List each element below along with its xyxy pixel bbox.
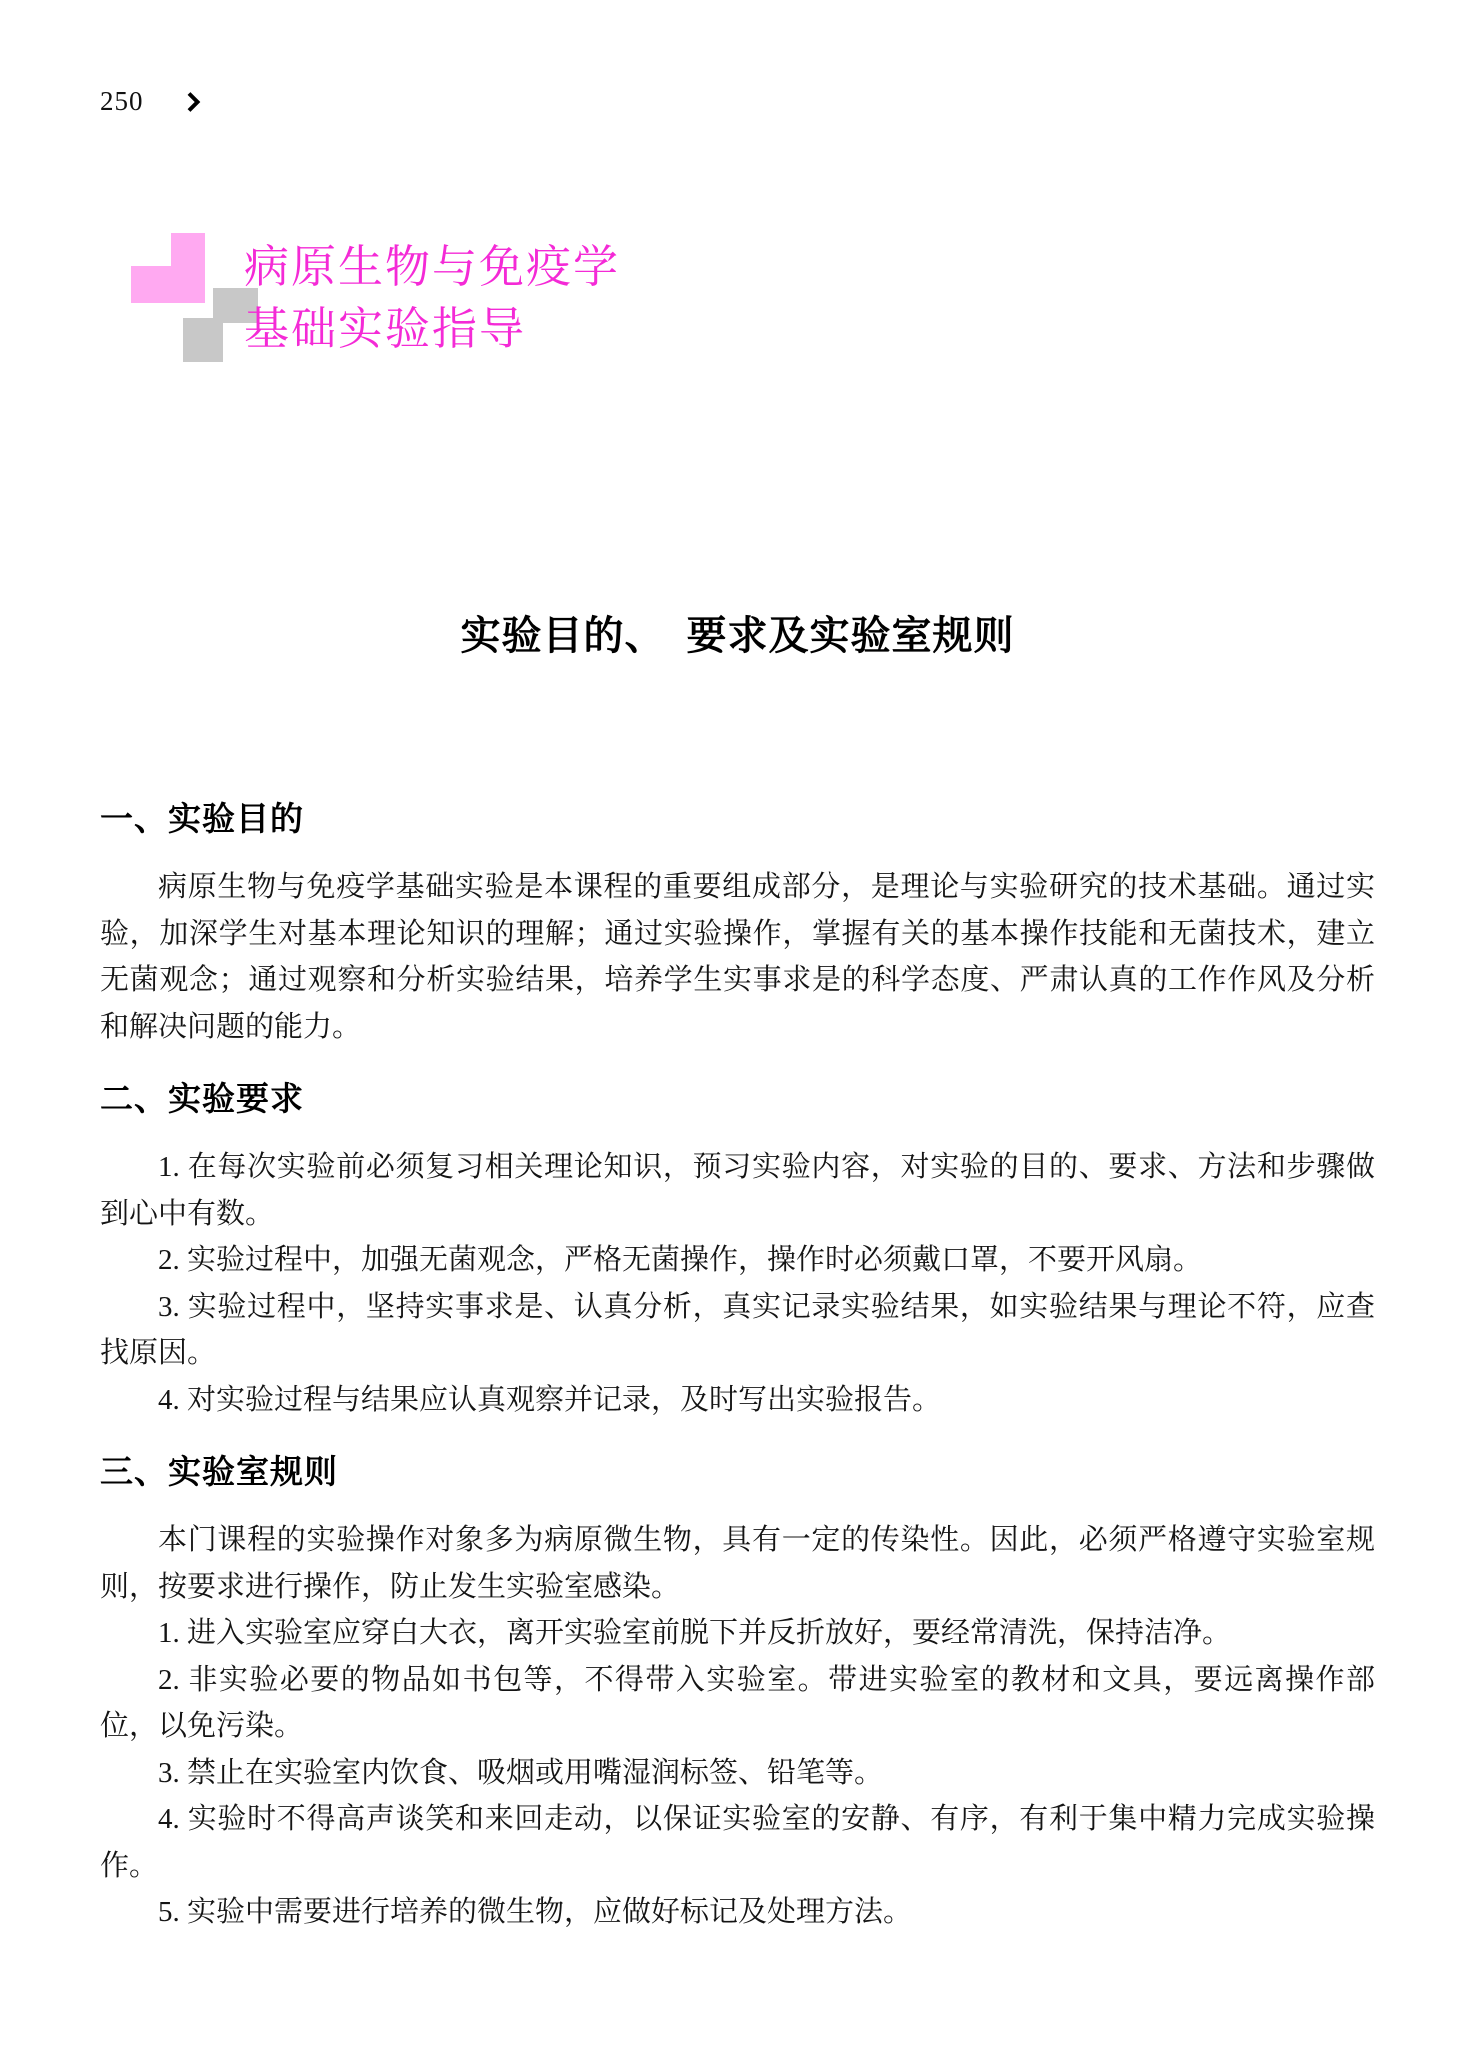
page-title: 实验目的、 要求及实验室规则 <box>460 614 1015 658</box>
section-heading: 二、实验要求 <box>100 1080 304 1117</box>
list-item: 3. 实验过程中，坚持实事求是、认真分析，真实记录实验结果，如实验结果与理论不符，应查找原因。 <box>100 1290 1375 1369</box>
section-experiment-requirements <box>100 1076 1375 1423</box>
list-item: 1. 进入实验室应穿白大衣，离开实验室前脱下并反折放好，要经常清洗，保持洁净。 <box>158 1617 1232 1649</box>
list-item: 1. 在每次实验前必须复习相关理论知识，预习实验内容，对实验的目的、要求、方法和步骤做到心中有数。 <box>100 1151 1375 1230</box>
page-number: 250 <box>100 86 144 116</box>
list-item: 5. 实验中需要进行培养的微生物，应做好标记及处理方法。 <box>158 1896 913 1928</box>
section-lab-rules <box>100 1449 1375 1936</box>
section-experiment-purpose <box>100 796 1375 1050</box>
list-item: 4. 对实验过程与结果应认真观察并记录，及时写出实验报告。 <box>158 1383 942 1416</box>
list-item: 2. 非实验必要的物品如书包等，不得带入实验室。带进实验室的教材和文具，要远离操作部位，以免污染。 <box>100 1663 1375 1742</box>
section-body <box>100 1144 1375 1423</box>
logo-title-line1: 病原生物与免疫学 <box>244 241 621 292</box>
section-heading: 三、实验室规则 <box>100 1453 338 1490</box>
list-item: 3. 禁止在实验室内饮食、吸烟或用嘴湿润标签、铅笔等。 <box>158 1756 884 1789</box>
list-item: 2. 实验过程中，加强无菌观念，严格无菌操作，操作时必须戴口罩，不要开风扇。 <box>158 1244 1203 1276</box>
section-heading: 一、实验目的 <box>100 800 304 837</box>
section-body <box>100 1517 1375 1936</box>
paragraph: 本门课程的实验操作对象多为病原微生物，具有一定的传染性。因此，必须严格遵守实验室规则，按要求进行操作，防止发生实验室感染。 <box>100 1524 1375 1603</box>
section-body <box>100 864 1375 1050</box>
logo-title-line2: 基础实验指导 <box>244 303 527 354</box>
paragraph: 病原生物与免疫学基础实验是本课程的重要组成部分，是理论与实验研究的技术基础。通过实验，加深学生对基本理论知识的理解；通过实验操作，掌握有关的基本操作技能和无菌技术，建立无菌观念；通过观察和分析实验结果，培养学生实事求是的科学态度、严肃认真的工作作风及分析和解决问题的能力。 <box>100 871 1375 1043</box>
list-item: 4. 实验时不得高声谈笑和来回走动，以保证实验室的安静、有序，有利于集中精力完成实验操作。 <box>100 1803 1375 1882</box>
